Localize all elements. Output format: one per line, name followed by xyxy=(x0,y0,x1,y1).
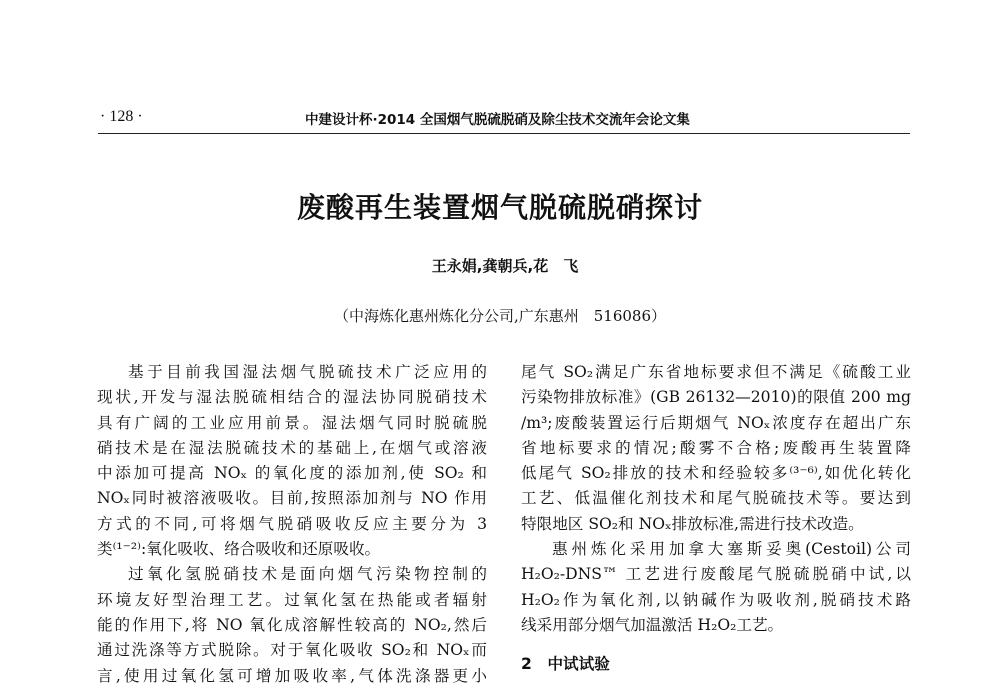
text-line: 中添加可提高 NOₓ 的氧化度的添加剂,使 SO₂ 和 xyxy=(97,464,487,483)
text-line: 言,使用过氧化氢可增加吸收率,气体洗涤器更小 xyxy=(97,666,487,685)
text-line: 具有广阔的工业应用前景。湿法烟气同时脱硫脱 xyxy=(97,413,487,432)
text-line: H₂O₂-DNS™ 工艺进行废酸尾气脱硫脱硝中试,以 xyxy=(521,565,911,584)
text-line: 线采用部分烟气加温激活 H₂O₂工艺。 xyxy=(521,615,784,634)
text-line: H₂O₂作为氧化剂,以钠碱作为吸收剂,脱硝技术路 xyxy=(521,590,911,609)
running-header xyxy=(100,108,910,130)
text-line: 过氧化氢脱硝技术是面向烟气污染物控制的 xyxy=(128,565,487,584)
header-rule xyxy=(98,133,910,134)
text-line: 通过洗涤等方式脱除。对于氧化吸收 SO₂和 NOₓ而 xyxy=(97,641,487,660)
text-line: 省地标要求的情况;酸雾不合格;废酸再生装置降 xyxy=(521,438,911,457)
text-line: NOₓ同时被溶液吸收。目前,按照添加剂与 NO 作用 xyxy=(97,489,487,508)
text-line: 环境友好型治理工艺。过氧化氢在热能或者辐射 xyxy=(97,590,487,609)
text-line: 基于目前我国湿法烟气脱硫技术广泛应用的 xyxy=(128,363,487,381)
text-line: 惠州炼化采用加拿大塞斯妥奥(Cestoil)公司 xyxy=(552,540,911,559)
text-line: 方式的不同,可将烟气脱硝吸收反应主要分为 3 xyxy=(97,514,487,533)
journal-title: 中建设计杯·2014 全国烟气脱硫脱硝及除尘技术交流年会论文集 xyxy=(305,112,690,128)
text-line: 现状,开发与湿法脱硫相结合的湿法协同脱硝技术 xyxy=(97,388,487,407)
text-line: 能的作用下,将 NO 氧化成溶解性较高的 NO₂,然后 xyxy=(97,615,487,634)
text-line: 特限地区 SO₂和 NOₓ排放标准,需进行技术改造。 xyxy=(521,514,864,533)
right-column xyxy=(521,360,911,678)
page-number: · 128 · xyxy=(100,108,143,125)
text-line: 工艺、低温催化剂技术和尾气脱硫技术等。要达到 xyxy=(521,489,911,508)
article-title: 废酸再生装置烟气脱硫脱硝探讨 xyxy=(296,191,703,224)
text-line: 硝技术是在湿法脱硫技术的基础上,在烟气或溶液 xyxy=(97,438,487,457)
text-line: /m³;废酸装置运行后期烟气 NOₓ浓度存在超出广东 xyxy=(521,413,911,432)
section-heading: 2 中试试验 xyxy=(521,655,610,674)
article-authors: 王永娟,龚朝兵,花 飞 xyxy=(431,257,579,275)
text-line: 类⁽¹⁻²⁾:氧化吸收、络合吸收和还原吸收。 xyxy=(97,540,381,559)
left-column xyxy=(97,360,487,689)
text-line: 尾气 SO₂满足广东省地标要求但不满足《硫酸工业 xyxy=(521,363,911,381)
text-line: 污染物排放标准》(GB 26132—2010)的限值 200 mg xyxy=(521,388,911,407)
text-line: 低尾气 SO₂排放的技术和经验较多⁽³⁻⁶⁾,如优化转化 xyxy=(521,464,911,483)
article-affiliation: （中海炼化惠州炼化分公司,广东惠州 516086） xyxy=(333,307,667,325)
